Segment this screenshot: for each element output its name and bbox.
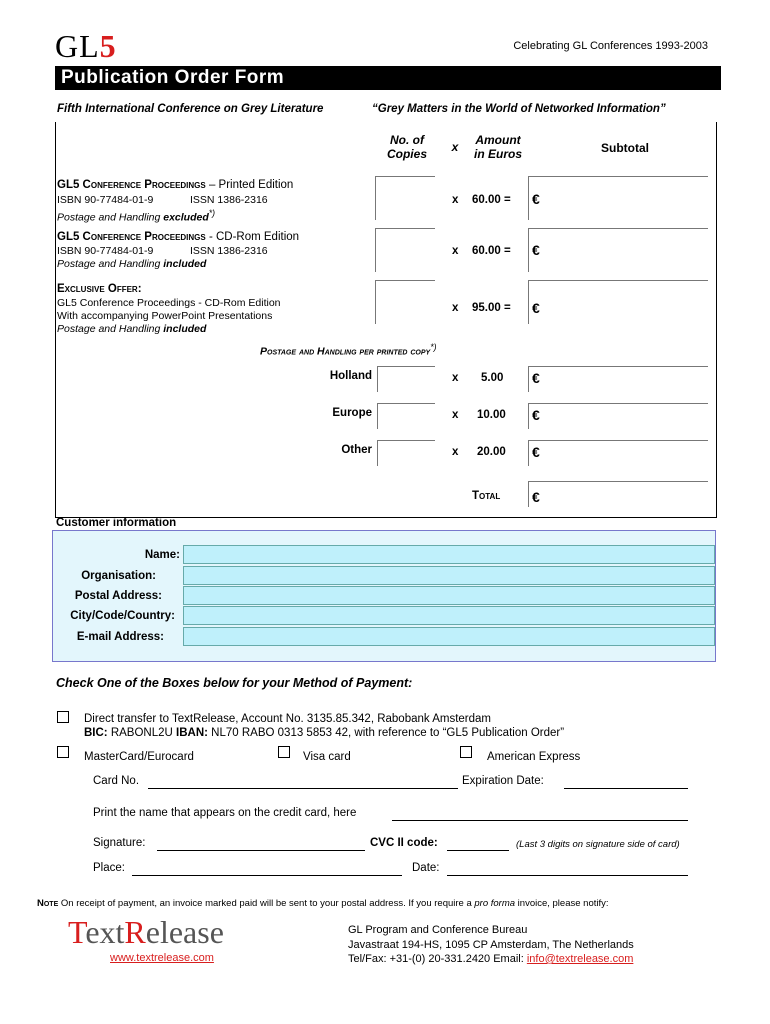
copies-header: [372, 133, 442, 161]
postage-europe-price: 10.00: [477, 409, 506, 421]
name-label: Name:: [144, 549, 180, 561]
email-address-field[interactable]: [183, 627, 715, 646]
euro-sign: €: [532, 489, 540, 505]
cvc-hint: (Last 3 digits on signature side of card): [516, 839, 680, 850]
exclusive-offer-title: [57, 283, 142, 295]
postage-other-price: 20.00: [477, 446, 506, 458]
price-exclusive: 95.00 =: [472, 302, 511, 314]
bank-transfer-text: Direct transfer to TextRelease, Account No. 3135.85.342, Rabobank Amsterdam: [84, 713, 491, 725]
amount-header-line2: in Euros: [473, 147, 522, 161]
amex-label: American Express: [487, 751, 581, 763]
product-cdrom-name: GL5 Conference Proceedings: [57, 231, 206, 243]
total-label: Total: [472, 490, 501, 502]
subtotal-other-field[interactable]: [528, 440, 708, 466]
product-cdrom-title: [57, 231, 299, 243]
note-text: On receipt of payment, an invoice marked paid will be sent to your postal address. If you require a: [60, 898, 475, 909]
qty-cdrom-input[interactable]: [375, 228, 435, 272]
expiration-date-label: Expiration Date:: [462, 775, 544, 787]
bureau-contact: [348, 953, 633, 965]
multiply-sign: x: [452, 446, 459, 458]
footnote-marker: *): [208, 208, 216, 218]
postage-other-label: Other: [341, 444, 372, 456]
postage-heading-text: Postage and Handling per printed copy: [260, 345, 431, 358]
exclusive-offer-label: Exclusive Offer:: [57, 283, 142, 295]
qty-exclusive-input[interactable]: [375, 280, 435, 324]
city-code-country-field[interactable]: [183, 606, 715, 625]
multiply-sign: x: [452, 194, 459, 206]
postage-text: Postage and Handling: [57, 258, 164, 270]
euro-sign: €: [532, 242, 540, 258]
conference-theme: “Grey Matters in the World of Networked Information”: [372, 103, 666, 115]
signature-line[interactable]: [157, 850, 365, 851]
postage-holland-label: Holland: [329, 370, 372, 382]
postage-status: included: [163, 258, 207, 270]
cardholder-name-line[interactable]: [392, 820, 688, 821]
city-code-country-label: City/Code/Country:: [70, 610, 175, 622]
euro-sign: €: [532, 407, 540, 423]
qty-europe-input[interactable]: [377, 403, 435, 429]
postal-address-label: Postal Address:: [74, 590, 162, 602]
postage-status: excluded: [163, 211, 209, 224]
logo-elease: elease: [145, 914, 224, 950]
gl5-logo: [55, 28, 117, 65]
postage-europe-label: Europe: [332, 407, 372, 419]
textrelease-logo: [68, 914, 224, 951]
product-cdrom-postage: [57, 258, 206, 270]
postage-text: Postage and Handling: [57, 323, 164, 335]
copies-header-line1: No. of: [390, 133, 424, 147]
logo-r: R: [124, 914, 146, 950]
date-line[interactable]: [447, 875, 688, 876]
postage-holland-price: 5.00: [481, 372, 504, 384]
product-printed-name: GL5 Conference Proceedings: [57, 179, 206, 191]
expiration-date-line[interactable]: [564, 788, 688, 789]
bank-details: [84, 727, 564, 739]
multiply-header: x: [451, 140, 459, 154]
price-printed: 60.00 =: [472, 194, 511, 206]
logo-gl: GL: [55, 28, 100, 64]
name-field[interactable]: [183, 545, 715, 564]
product-printed-postage: [57, 208, 215, 224]
bic-value: RABONL2U: [107, 727, 177, 739]
logo-5: 5: [99, 28, 117, 64]
bureau-name: GL Program and Conference Bureau: [348, 924, 528, 936]
product-cdrom-issn: ISSN 1386-2316: [190, 245, 268, 257]
euro-sign: €: [532, 444, 540, 460]
postage-heading: [260, 342, 437, 358]
amex-checkbox[interactable]: [460, 746, 472, 758]
bureau-address: Javastraat 194-HS, 1095 CP Amsterdam, The Netherlands: [348, 939, 634, 951]
subtotal-exclusive-field[interactable]: [528, 280, 708, 324]
exclusive-offer-line1: GL5 Conference Proceedings - CD-Rom Edition: [57, 297, 281, 309]
email-address-label: E-mail Address:: [76, 631, 164, 643]
place-line[interactable]: [132, 875, 402, 876]
customer-info-heading: Customer information: [56, 517, 177, 529]
amount-header: [463, 133, 533, 161]
price-cdrom: 60.00 =: [472, 245, 511, 257]
tel-fax: Tel/Fax: +31-(0) 20-331.2420 Email:: [348, 953, 527, 965]
iban-label: IBAN:: [176, 727, 208, 739]
conference-name: Fifth International Conference on Grey Literature: [57, 103, 324, 115]
bic-label: BIC:: [84, 727, 108, 739]
subtotal-europe-field[interactable]: [528, 403, 708, 429]
payment-heading: Check One of the Boxes below for your Method of Payment:: [56, 676, 413, 690]
iban-value: NL70 RABO 0313 5853 42, with reference to “GL5 Publication Order”: [207, 727, 565, 739]
multiply-sign: x: [452, 302, 459, 314]
product-printed-edition: – Printed Edition: [205, 179, 294, 191]
mastercard-checkbox[interactable]: [57, 746, 69, 758]
postage-status: included: [163, 323, 207, 335]
note-italic: pro forma: [474, 898, 516, 909]
euro-sign: €: [532, 191, 540, 207]
product-cdrom-isbn: ISBN 90-77484-01-9: [57, 245, 154, 257]
copies-header-line2: Copies: [386, 147, 427, 161]
subtotal-printed-field[interactable]: [528, 176, 708, 220]
logo-t: T: [68, 914, 86, 950]
tagline: Celebrating GL Conferences 1993-2003: [513, 40, 708, 52]
qty-printed-input[interactable]: [375, 176, 435, 220]
visa-label: Visa card: [303, 751, 351, 763]
subtotal-header: Subtotal: [601, 141, 649, 155]
cvc-line[interactable]: [447, 850, 509, 851]
date-label: Date:: [412, 862, 440, 874]
email-link[interactable]: info@textrelease.com: [526, 953, 634, 965]
euro-sign: €: [532, 300, 540, 316]
postage-text: Postage and Handling: [57, 211, 164, 224]
amount-header-line1: Amount: [475, 133, 521, 147]
cvc-label: CVC II code:: [370, 837, 438, 849]
multiply-sign: x: [452, 372, 459, 384]
exclusive-offer-line2: With accompanying PowerPoint Presentations: [57, 310, 273, 322]
bank-transfer-checkbox[interactable]: [57, 711, 69, 723]
footnote-marker: *): [430, 342, 437, 352]
card-number-line[interactable]: [148, 788, 458, 789]
card-number-label: Card No.: [93, 775, 140, 787]
place-label: Place:: [93, 862, 125, 874]
euro-sign: €: [532, 370, 540, 386]
page-title: Publication Order Form: [55, 66, 721, 90]
note: [37, 898, 609, 909]
website-link[interactable]: www.textrelease.com: [110, 952, 214, 964]
signature-label: Signature:: [93, 837, 146, 849]
total-field[interactable]: [528, 481, 708, 507]
organisation-label: Organisation:: [81, 570, 156, 582]
qty-other-input[interactable]: [377, 440, 435, 466]
qty-holland-input[interactable]: [377, 366, 435, 392]
product-printed-title: [57, 179, 293, 191]
note-label: Note: [37, 898, 59, 909]
product-printed-issn: ISSN 1386-2316: [190, 194, 268, 206]
product-printed-isbn: ISBN 90-77484-01-9: [57, 194, 154, 206]
exclusive-offer-postage: [57, 323, 206, 335]
product-cdrom-edition: - CD-Rom Edition: [205, 231, 300, 243]
logo-ext: ext: [85, 914, 125, 950]
postal-address-field[interactable]: [183, 586, 715, 605]
multiply-sign: x: [452, 245, 459, 257]
mastercard-label: MasterCard/Eurocard: [84, 751, 194, 763]
cardholder-name-label: Print the name that appears on the credit card, here: [93, 807, 357, 819]
subtotal-holland-field[interactable]: [528, 366, 708, 392]
visa-checkbox[interactable]: [278, 746, 290, 758]
note-text-end: invoice, please notify:: [515, 898, 609, 909]
multiply-sign: x: [452, 409, 459, 421]
subtotal-cdrom-field[interactable]: [528, 228, 708, 272]
organisation-field[interactable]: [183, 566, 715, 585]
